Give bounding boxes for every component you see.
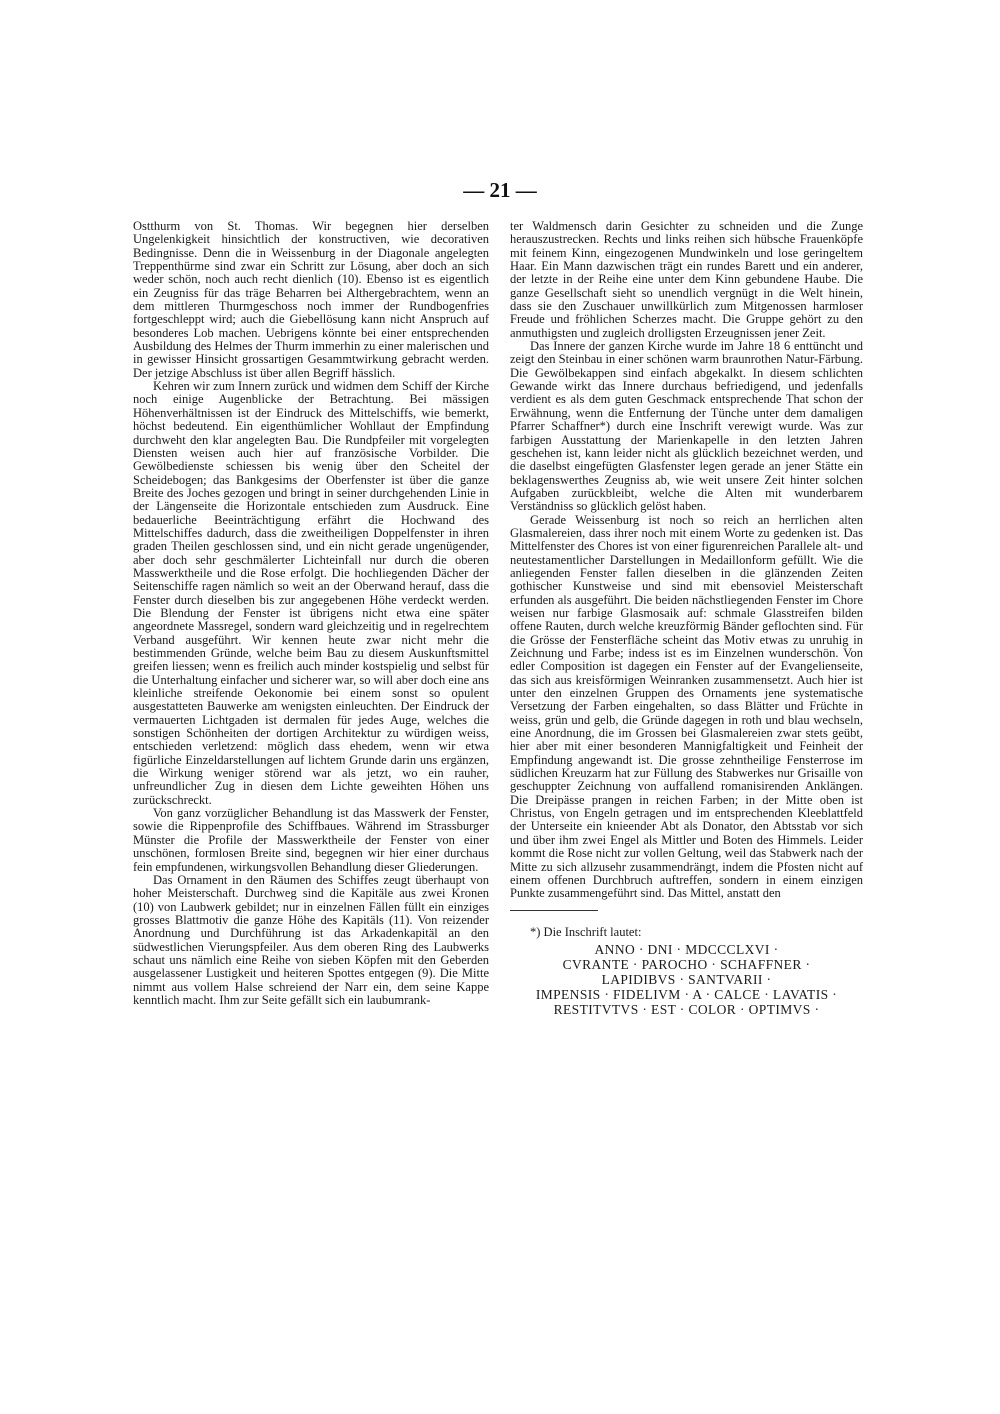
paragraph: Das Innere der ganzen Kirche wurde im Jahre 18 6 enttüncht und zeigt den Steinbau in einer schönen warm braunrothen Natur-Färbung. Die Gewölbekappen sind einfach abgekalkt. In diesem schlichten Gewande wirkt das Innere durchaus befriedigend, und jedenfalls verdient es als dem guten Geschmack entsprechende That schon der Erwähnung, wenn die Entfernung der Tünche unter dem damaligen Pfarrer Schaffner*) durch eine Inschrift verewigt wurde. Was zur farbigen Ausstattung der Marienkapelle in den letzten Jahren geschehen ist, kann leider nicht als glücklich bezeichnet werden, und die daselbst eingefügten Glasfenster legen gerade an jener Stätte ein beklagenswerthes Zeugniss ab, wie weit unsere Zeit hinter solchen Aufgaben zurückbleibt, welche die Alten mit wunderbarem Verständniss so glücklich gelöst haben. [510, 339, 863, 514]
footnote-intro: *) Die Inschrift lautet: [530, 924, 642, 939]
footnote-divider [510, 910, 598, 911]
inscription-line: IMPENSIS · FIDELIVM · A · CALCE · LAVATIS · [535, 987, 838, 1003]
inscription [510, 942, 863, 1018]
paragraph: Gerade Weissenburg ist noch so reich an herrlichen alten Glasmalereien, dass ihrer noch mit einem Worte zu gedenken ist. Das Mittelfenster des Chores ist von einer figurenreichen Parallele alt- und neutestamentlicher Darstellungen in Medaillonform gefüllt. Wie die anliegenden Fenster fallen dieselben in die glänzenden Zeiten gothischer Kunstweise und sind mit ebensoviel Meisterschaft erfunden als ausgeführt. Die beiden nächstliegenden Fenster im Chore weisen nur farbige Glasmosaik auf: schmale Glasstreifen bilden offene Rauten, durch welche kreuzförmig Bänder geflochten sind. Für die Grösse der Fensterfläche scheint das Motiv etwas zu unruhig in Zeichnung und Farbe; indess ist es im Einzelnen wunderschön. Von edler Composition ist dagegen ein Fenster auf der Evangelienseite, das sich aus kreisförmigen Weinranken zusammensetzt. Auch hier ist unter den einzelnen Gruppen des Ornaments jene systematische Versetzung der Farben eingehalten, so dass Blätter und Früchte in weiss, grün und gelb, die Gründe dagegen in roth und blau wechseln, eine Anordnung, die im Grossen bei Glasmalereien zwar stets geübt, hier aber mit einer besonderen Mannigfaltigkeit und Feinheit der Empfindung angewandt ist. Die grosse zehntheilige Fensterrose im südlichen Kreuzarm hat zur Füllung des Stabwerkes nur Grisaille von geschuppter Zeichnung von auffallend romanisirenden Anklängen. Die Dreipässe prangen in reichen Farben; in der Mitte oben ist Christus, von Engeln getragen und im entsprechenden Kleeblattfeld der Unterseite ein knieender Abt als Donator, den Abtsstab vor sich und über ihm zwei Engel als Mittler und Boten des Himmels. Leider kommt die Rose nicht zur vollen Geltung, weil das Stabwerk nach der Mitte zu sich allzusehr zusammendrängt, indem die Pfosten nicht auf einem offenen Durchbruch auftreffen, sondern in einem einzigen Punkte zusammengeführt sind. Das Mittel, anstatt den [510, 512, 863, 901]
left-text-column [133, 220, 489, 1007]
paragraph: Ostthurm von St. Thomas. Wir begegnen hier derselben Ungelenkigkeit hinsichtlich der konstructiven, wie decorativen Bedingnisse. Denn die in Weissenburg in der Diagonale angelegten Treppenthürme sind zwar ein Schritt zur Lösung, aber doch an sich weder schön, noch auch recht dienlich (10). Ebenso ist es eigentlich ein Zeugniss für das träge Beharren bei Althergebrachtem, wenn an dem mittleren Thurmgeschoss noch immer der Rundbogenfries fortgeschleppt wird; auch die Giebellösung kann nicht Anspruch auf besonderes Lob machen. Uebrigens könnte bei einer entsprechenden Ausbildung des Helmes der Thurm immerhin zu einer malerischen und in gewisser Hinsicht grossartigen Gesammtwirkung gebracht werden. Der jetzige Abschluss ist über allen Begriff hässlich. [133, 219, 489, 380]
right-text-column [510, 220, 863, 1018]
footnote [510, 925, 863, 1018]
inscription-line: ANNO · DNI · MDCCCLXVI · [594, 941, 779, 957]
paragraph: ter Waldmensch darin Gesichter zu schneiden und die Zunge herauszustrecken. Rechts und links reihen sich hübsche Frauenköpfe mit feinem Kinn, eingezogenen Mundwinkeln und lose geringeltem Haar. Ein Mann dazwischen trägt ein rundes Barett und ein anderer, der letzte in der Reihe eine unter dem Kinn gebundene Haube. Die ganze Gesellschaft sieht so unendlich vergnügt in die Welt hinein, dass sie den Zuschauer unwillkürlich zum Mitgenossen harmloser Freude und fröhlichen Scherzes macht. Die Gruppe gehört zu den anmuthigsten und zugleich drolligsten Erzeugnissen jener Zeit. [510, 219, 863, 340]
paragraph: Von ganz vorzüglicher Behandlung ist das Masswerk der Fenster, sowie die Rippenprofile des Schiffbaues. Während im Strassburger Münster die Profile der Masswerktheile der Fenster von einer unschönen, formlosen Breite sind, begegnen wir hier einer durchaus fein empfundenen, wirkungsvollen Behandlung dieser Gliederungen. [133, 806, 489, 874]
page-number: — 21 — [463, 178, 537, 202]
inscription-line: CVRANTE · PAROCHO · SCHAFFNER · [562, 956, 811, 972]
inscription-line: LAPIDIBVS · SANTVARII · [601, 971, 772, 987]
paragraph: Das Ornament in den Räumen des Schiffes zeugt überhaupt von hoher Meisterschaft. Durchweg sind die Kapitäle aus zwei Kronen (10) von Laubwerk gebildet; nur in einzelnen Fällen füllt ein einziges grosses Blattmotiv die ganze Höhe des Kapitäls (11). Von reizender Anordnung und Durchführung ist das Arkadenkapitäl an den südwestlichen Vierungspfeiler. Aus dem oberen Ring des Laubwerks schaut uns nämlich eine Reihe von sieben Köpfen mit den Geberden ausgelassener Lustigkeit und heiteren Spottes entgegen (9). Die Mitte nimmt aus vollem Halse schreiend der Narr ein, dem seine Kappe kenntlich macht. Ihm zur Seite gefällt sich ein laubumrank- [133, 872, 489, 1007]
inscription-line: RESTITVTVS · EST · COLOR · OPTIMVS · [553, 1002, 820, 1018]
paragraph: Kehren wir zum Innern zurück und widmen dem Schiff der Kirche noch einige Augenblicke der Betrachtung. Bei mässigen Höhenverhältnissen ist der Eindruck des Mittelschiffs, wie bemerkt, höchst bedeutend. Ein eigenthümlicher Wohllaut der Empfindung durchweht den klar angelegten Bau. Die Rundpfeiler mit vorgelegten Diensten weisen auch hier auf französische Vorbilder. Die Gewölbedienste schiessen bis wenig über den Scheitel der Scheidebogen; das Bankgesims der Oberfenster ist über die ganze Breite des Joches gezogen und bringt in seiner durchgehenden Linie in der Längenseite die Horizontale entschieden zum Ausdruck. Eine bedauerliche Beeinträchtigung erfährt die Hochwand des Mittelschiffes dadurch, dass die zweitheiligen Doppelfenster in ihren graden Theilen geschlossen sind, und ein nicht gerade ungenügender, aber doch sehr geschmälerter Lichteinfall nur durch die oberen Masswerktheile und die Rose erfolgt. Die hochliegenden Dächer der Seitenschiffe ragen nämlich so weit an der Oberwand herauf, dass die Fenster durch dieselben bis zur angegebenen Höhe verdeckt werden. Die Blendung der Fenster ist übrigens nicht etwa eine später angeordnete Massregel, sondern ward gleichzeitig und in regelrechtem Verband ausgeführt. Wir kennen heute zwar nicht mehr die bestimmenden Gründe, welche beim Bau zu diesem Auskunftsmittel greifen liessen; wenn es freilich auch minder kostspielig und selbst für die Unterhaltung einfacher und sicherer war, so will aber doch eine ans kleinliche streifende Oekonomie bei einem sonst so opulent ausgestatteten Bauwerke am wenigsten einleuchten. Der Eindruck der vermauerten Lichtgaden ist dermalen für jedes Auge, welches die sonstigen Schönheiten der dortigen Architektur zu würdigen weiss, entschieden verletzend: möglich dass ehedem, wenn wir etwa figürliche Einzeldarstellungen auf lichtem Grunde darin uns ergänzen, die Wirkung weniger störend war als jetzt, wo ein rauher, unfreundlicher Zug in diesen dem Lichte geweihten Höhen uns zurückschreckt. [133, 379, 489, 807]
